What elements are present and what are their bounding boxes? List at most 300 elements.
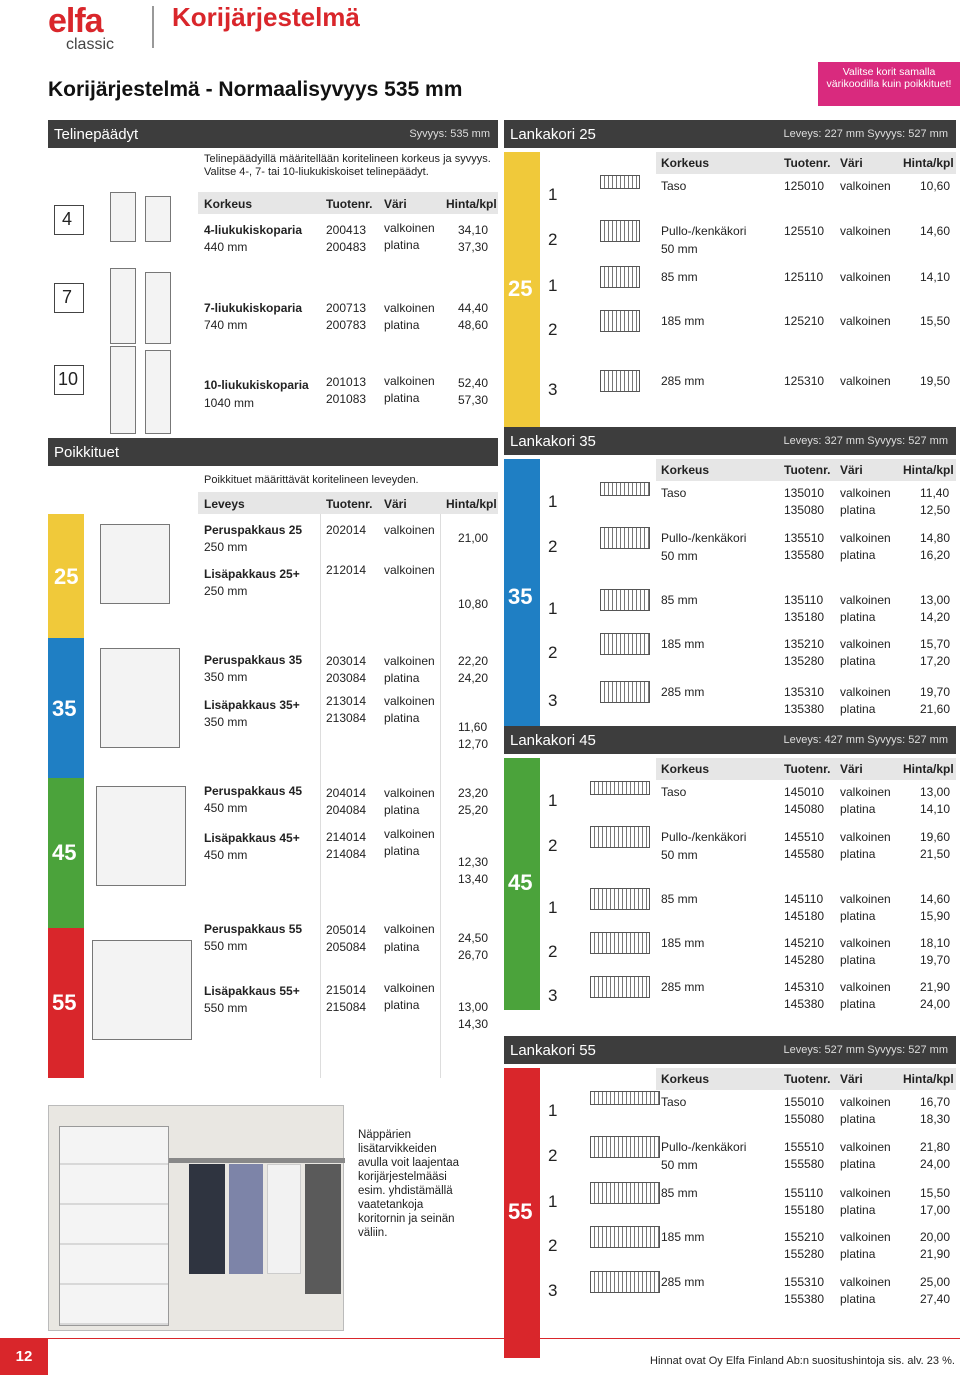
row-nr: 135210 xyxy=(784,637,825,651)
row-name: Peruspakkaus 45 xyxy=(204,784,303,798)
row-price: 24,00 xyxy=(920,997,951,1011)
col-vari: Väri xyxy=(840,762,863,776)
row-color: platina xyxy=(840,610,876,624)
row-color: valkoinen xyxy=(384,374,435,388)
wire-basket-image xyxy=(600,482,650,496)
row-nr: 125510 xyxy=(784,224,825,238)
row-color: valkoinen xyxy=(840,593,891,607)
slot-number: 2 xyxy=(548,537,558,556)
row-nr: 201013 xyxy=(326,375,367,389)
closet-photo xyxy=(48,1105,344,1331)
col-vari: Väri xyxy=(840,156,863,170)
row-nr: 145010 xyxy=(784,785,825,799)
wire-basket-image xyxy=(600,175,640,189)
row-name: 185 mm xyxy=(661,637,705,651)
wire-basket-image xyxy=(600,527,650,549)
slot-number: 1 xyxy=(548,492,558,511)
wire-basket-image xyxy=(600,266,640,288)
slot-number: 1 xyxy=(548,276,558,295)
wire-basket-image xyxy=(590,1271,660,1293)
row-color: valkoinen xyxy=(840,785,891,799)
row-color: platina xyxy=(840,1157,876,1171)
row-price: 26,70 xyxy=(458,948,489,962)
jacket-image xyxy=(189,1164,225,1274)
row-color: platina xyxy=(840,997,876,1011)
row-color: valkoinen xyxy=(840,830,891,844)
slot-number: 2 xyxy=(548,1236,558,1255)
row-price: 15,50 xyxy=(920,314,951,328)
wire-basket-image xyxy=(600,220,640,242)
row-price: 24,00 xyxy=(920,1157,951,1171)
strip-label: 45 xyxy=(508,870,533,895)
row-name: Taso xyxy=(661,486,687,500)
crossbar-image xyxy=(96,786,186,886)
row-width: 450 mm xyxy=(204,848,248,862)
row-width: 550 mm xyxy=(204,939,248,953)
row-price: 37,30 xyxy=(458,240,489,254)
column-divider xyxy=(440,514,441,1078)
row-price: 14,60 xyxy=(920,224,951,238)
col-hinta: Hinta/kpl xyxy=(903,463,954,477)
lankakori-header xyxy=(504,726,956,754)
row-sub: 50 mm xyxy=(661,848,698,862)
col-hinta: Hinta/kpl xyxy=(446,197,497,211)
row-price: 21,00 xyxy=(458,531,489,545)
row-nr: 145180 xyxy=(784,909,825,923)
section-title: Telinepäädyt xyxy=(54,126,139,143)
row-name: 285 mm xyxy=(661,1275,705,1289)
row-nr: 145080 xyxy=(784,802,825,816)
col-leveys: Leveys xyxy=(204,497,245,511)
row-color: valkoinen xyxy=(840,224,891,238)
row-color: valkoinen xyxy=(840,1140,891,1154)
telinepaadyt-header xyxy=(48,120,498,148)
col-hinta: Hinta/kpl xyxy=(903,762,954,776)
row-nr: 155380 xyxy=(784,1292,825,1306)
row-nr: 145210 xyxy=(784,936,825,950)
lankakori-header xyxy=(504,120,956,148)
row-color: platina xyxy=(840,654,876,668)
row-name: Peruspakkaus 35 xyxy=(204,653,303,667)
row-nr: 145110 xyxy=(784,892,824,906)
row-price: 21,60 xyxy=(920,702,951,716)
row-nr: 200483 xyxy=(326,240,367,254)
row-color: valkoinen xyxy=(840,1275,891,1289)
row-nr: 145310 xyxy=(784,980,825,994)
row-price: 25,20 xyxy=(458,803,489,817)
slot-number: 1 xyxy=(548,1192,558,1211)
slot-number: 2 xyxy=(548,942,558,961)
crossbar-image xyxy=(100,648,180,748)
slot-number: 1 xyxy=(548,599,558,618)
wire-basket-image xyxy=(600,589,650,611)
row-price: 12,50 xyxy=(920,503,951,517)
slot-number: 3 xyxy=(548,1281,558,1300)
slot-number: 3 xyxy=(548,986,558,1005)
strip-label: 55 xyxy=(508,1199,533,1224)
row-name: Lisäpakkaus 45+ xyxy=(204,831,300,845)
row-price: 20,00 xyxy=(920,1230,951,1244)
row-nr: 145510 xyxy=(784,830,825,844)
width-strip-35: 35 xyxy=(48,638,84,778)
row-name: 85 mm xyxy=(661,1186,698,1200)
wire-basket-image xyxy=(590,826,650,848)
row-price: 18,10 xyxy=(920,936,951,950)
row-height: 440 mm xyxy=(204,240,248,254)
row-name: Lisäpakkaus 25+ xyxy=(204,567,300,581)
row-nr: 135280 xyxy=(784,654,825,668)
row-color: valkoinen xyxy=(384,563,435,577)
row-nr: 203084 xyxy=(326,671,367,685)
hanging-rod-image xyxy=(169,1158,345,1163)
telinepaadyt-desc xyxy=(204,153,494,179)
row-nr: 125110 xyxy=(784,270,824,284)
rack-end-image xyxy=(110,268,136,344)
wire-basket-image xyxy=(590,1136,660,1158)
col-hinta: Hinta/kpl xyxy=(903,1072,954,1086)
rack-end-image xyxy=(110,346,136,434)
col-korkeus: Korkeus xyxy=(661,1072,710,1086)
row-price: 44,40 xyxy=(458,301,489,315)
size-text: Leveys: 227 mm Syvyys: 527 mm xyxy=(783,128,948,140)
page-number: 12 xyxy=(0,1338,48,1375)
row-color: platina xyxy=(840,847,876,861)
row-name: Taso xyxy=(661,785,687,799)
poikkituet-header xyxy=(48,438,498,466)
row-name: Pullo-/kenkäkori xyxy=(661,830,747,844)
row-color: valkoinen xyxy=(840,892,891,906)
row-nr: 202014 xyxy=(326,523,367,537)
row-name: 285 mm xyxy=(661,980,705,994)
row-price: 14,80 xyxy=(920,531,951,545)
wire-basket-image xyxy=(590,781,650,795)
row-price: 19,50 xyxy=(920,374,951,388)
row-price: 18,30 xyxy=(920,1112,951,1126)
row-name: Lisäpakkaus 35+ xyxy=(204,698,300,712)
row-color: valkoinen xyxy=(384,981,435,995)
row-nr: 135380 xyxy=(784,702,825,716)
row-price: 15,50 xyxy=(920,1186,951,1200)
row-color: valkoinen xyxy=(840,531,891,545)
row-price: 19,60 xyxy=(920,830,951,844)
row-price: 11,40 xyxy=(920,486,950,500)
row-name: Pullo-/kenkäkori xyxy=(661,224,747,238)
row-nr: 200713 xyxy=(326,301,367,315)
row-name: 185 mm xyxy=(661,314,705,328)
row-price: 13,40 xyxy=(458,872,489,886)
row-color: platina xyxy=(384,711,420,725)
row-price: 19,70 xyxy=(920,953,951,967)
row-color: valkoinen xyxy=(840,637,891,651)
row-color: valkoinen xyxy=(384,301,435,315)
row-nr: 155310 xyxy=(784,1275,825,1289)
row-price: 23,20 xyxy=(458,786,489,800)
col-korkeus: Korkeus xyxy=(204,197,253,211)
wire-basket-image xyxy=(600,370,640,392)
row-color: valkoinen xyxy=(384,221,435,235)
wire-basket-image xyxy=(590,1226,660,1248)
strip-label: 25 xyxy=(508,275,533,301)
row-price: 34,10 xyxy=(458,223,489,237)
row-name: Pullo-/kenkäkori xyxy=(661,531,747,545)
row-color: platina xyxy=(384,318,420,332)
col-korkeus: Korkeus xyxy=(661,156,710,170)
row-color: platina xyxy=(384,391,420,405)
column-divider xyxy=(320,514,321,1078)
col-tuotenr: Tuotenr. xyxy=(326,197,373,211)
size-text: Leveys: 527 mm Syvyys: 527 mm xyxy=(783,1044,948,1056)
row-width: 550 mm xyxy=(204,1001,248,1015)
row-nr: 155580 xyxy=(784,1157,825,1171)
section-title: Lankakori 45 xyxy=(510,732,596,749)
section-title: Poikkituet xyxy=(54,444,120,461)
row-color: valkoinen xyxy=(840,486,891,500)
row-name: Lisäpakkaus 55+ xyxy=(204,984,300,998)
size-text: Leveys: 427 mm Syvyys: 527 mm xyxy=(783,734,948,746)
row-color: platina xyxy=(840,702,876,716)
row-width: 350 mm xyxy=(204,670,248,684)
row-name: Peruspakkaus 25 xyxy=(204,523,303,537)
row-nr: 155510 xyxy=(784,1140,825,1154)
row-color: valkoinen xyxy=(384,654,435,668)
row-price: 25,00 xyxy=(920,1275,951,1289)
brand-title: Korijärjestelmä xyxy=(172,2,360,32)
row-price: 15,70 xyxy=(920,637,951,651)
row-color: valkoinen xyxy=(384,827,435,841)
row-nr: 205084 xyxy=(326,940,367,954)
slot-number: 3 xyxy=(548,691,558,710)
photo-caption: Näppärien lisätarvikkeiden avulla voit laajentaa korijärjestelmääsi esim. yhdistämällä vaatetankoja koritornin ja seinän väliin. xyxy=(358,1129,460,1239)
row-color: valkoinen xyxy=(384,523,435,537)
row-color: valkoinen xyxy=(840,270,891,284)
section-title: Lankakori 25 xyxy=(510,126,596,143)
row-price: 16,20 xyxy=(920,548,951,562)
row-color: valkoinen xyxy=(840,685,891,699)
row-name: 85 mm xyxy=(661,270,698,284)
row-width: 450 mm xyxy=(204,801,248,815)
col-vari: Väri xyxy=(840,463,863,477)
row-color: valkoinen xyxy=(840,314,891,328)
row-height: 740 mm xyxy=(204,318,248,332)
wire-basket-image xyxy=(600,310,640,332)
row-price: 15,90 xyxy=(920,909,951,923)
col-tuotenr: Tuotenr. xyxy=(784,463,831,477)
wire-basket-image xyxy=(590,1182,660,1204)
color-notice: Valitse korit samalla värikoodilla kuin poikkituet! xyxy=(818,62,960,106)
row-name: 285 mm xyxy=(661,685,705,699)
col-tuotenr: Tuotenr. xyxy=(784,1072,831,1086)
row-sub: 50 mm xyxy=(661,1158,698,1172)
row-nr: 135110 xyxy=(784,593,824,607)
row-color: platina xyxy=(840,1247,876,1261)
row-sub: 50 mm xyxy=(661,242,698,256)
row-nr: 215084 xyxy=(326,1000,367,1014)
row-color: valkoinen xyxy=(840,179,891,193)
row-name: 185 mm xyxy=(661,1230,705,1244)
row-nr: 155180 xyxy=(784,1203,825,1217)
row-nr: 145280 xyxy=(784,953,825,967)
row-color: platina xyxy=(840,953,876,967)
width-strip-25: 25 xyxy=(48,514,84,638)
col-tuotenr: Tuotenr. xyxy=(784,762,831,776)
row-name: 10-liukukiskoparia xyxy=(204,378,309,392)
row-nr: 214014 xyxy=(326,830,367,844)
col-korkeus: Korkeus xyxy=(661,762,710,776)
slot-number: 2 xyxy=(548,320,558,339)
col-hinta: Hinta/kpl xyxy=(903,156,954,170)
wire-basket-image xyxy=(590,1091,660,1105)
row-color: platina xyxy=(840,548,876,562)
col-tuotenr: Tuotenr. xyxy=(326,497,373,511)
row-name: 4-liukukiskoparia xyxy=(204,223,303,237)
row-nr: 200783 xyxy=(326,318,367,332)
row-price: 10,60 xyxy=(920,179,951,193)
row-color: platina xyxy=(384,844,420,858)
row-nr: 215014 xyxy=(326,983,367,997)
row-nr: 213014 xyxy=(326,694,367,708)
row-color: platina xyxy=(384,671,420,685)
slot-number: 1 xyxy=(548,1101,558,1120)
row-price: 13,00 xyxy=(458,1000,489,1014)
row-nr: 135010 xyxy=(784,486,825,500)
row-color: valkoinen xyxy=(384,694,435,708)
slot-number: 1 xyxy=(548,185,558,204)
row-nr: 200413 xyxy=(326,223,367,237)
row-price: 17,00 xyxy=(920,1203,951,1217)
wire-basket-image xyxy=(590,932,650,954)
slot-number: 2 xyxy=(548,1146,558,1165)
row-price: 16,70 xyxy=(920,1095,951,1109)
row-price: 17,20 xyxy=(920,654,951,668)
row-color: platina xyxy=(384,940,420,954)
logo-subtext: classic xyxy=(66,36,115,53)
row-price: 52,40 xyxy=(458,376,489,390)
row-price: 48,60 xyxy=(458,318,489,332)
row-price: 21,90 xyxy=(920,980,951,994)
row-nr: 212014 xyxy=(326,563,367,577)
row-color: platina xyxy=(840,1203,876,1217)
footer-note: Hinnat ovat Oy Elfa Finland Ab:n suositushintoja sis. alv. 23 %. xyxy=(650,1355,955,1367)
row-price: 21,80 xyxy=(920,1140,951,1154)
row-nr: 155280 xyxy=(784,1247,825,1261)
rack-end-image xyxy=(110,192,136,242)
row-price: 11,60 xyxy=(458,720,488,734)
row-nr: 201083 xyxy=(326,392,367,406)
slot-number: 3 xyxy=(548,380,558,399)
row-nr: 205014 xyxy=(326,923,367,937)
row-width: 350 mm xyxy=(204,715,248,729)
slot-number: 1 xyxy=(548,791,558,810)
row-price: 21,90 xyxy=(920,1247,951,1261)
row-nr: 125010 xyxy=(784,179,825,193)
row-nr: 155080 xyxy=(784,1112,825,1126)
row-price: 13,00 xyxy=(920,785,951,799)
row-nr: 214084 xyxy=(326,847,367,861)
section-title: Lankakori 55 xyxy=(510,1042,596,1059)
row-name: 7-liukukiskoparia xyxy=(204,301,303,315)
row-color: platina xyxy=(840,1292,876,1306)
row-color: valkoinen xyxy=(840,374,891,388)
row-color: valkoinen xyxy=(840,936,891,950)
shirt-image xyxy=(267,1164,301,1274)
trousers-image xyxy=(305,1164,341,1294)
row-name: Pullo-/kenkäkori xyxy=(661,1140,747,1154)
row-price: 27,40 xyxy=(920,1292,951,1306)
badge-number: 4 xyxy=(62,209,73,229)
row-nr: 135510 xyxy=(784,531,825,545)
row-price: 13,00 xyxy=(920,593,951,607)
row-color: valkoinen xyxy=(840,980,891,994)
col-korkeus: Korkeus xyxy=(661,463,710,477)
slot-number: 2 xyxy=(548,643,558,662)
row-color: platina xyxy=(384,998,420,1012)
row-color: valkoinen xyxy=(840,1230,891,1244)
row-nr: 155210 xyxy=(784,1230,825,1244)
badge-number: 7 xyxy=(62,287,73,307)
row-color: platina xyxy=(840,503,876,517)
row-width: 250 mm xyxy=(204,540,248,554)
divider xyxy=(152,6,154,48)
basket-tower-image xyxy=(59,1126,169,1326)
row-price: 14,10 xyxy=(920,270,951,284)
row-nr: 135310 xyxy=(784,685,825,699)
row-nr: 204014 xyxy=(326,786,367,800)
row-price: 57,30 xyxy=(458,393,489,407)
row-color: platina xyxy=(840,909,876,923)
col-hinta: Hinta/kpl xyxy=(446,497,497,511)
row-color: valkoinen xyxy=(840,1095,891,1109)
row-name: 185 mm xyxy=(661,936,705,950)
crossbar-image xyxy=(100,524,170,604)
row-price: 19,70 xyxy=(920,685,951,699)
col-tuotenr: Tuotenr. xyxy=(784,156,831,170)
row-color: platina xyxy=(840,1112,876,1126)
row-price: 12,70 xyxy=(458,737,489,751)
rack-end-image xyxy=(145,272,171,344)
section-title: Lankakori 35 xyxy=(510,433,596,450)
col-vari: Väri xyxy=(384,197,407,211)
row-nr: 135180 xyxy=(784,610,825,624)
row-price: 24,50 xyxy=(458,931,489,945)
rack-end-image xyxy=(145,196,171,242)
slot-number: 2 xyxy=(548,230,558,249)
badge-number: 10 xyxy=(58,369,79,389)
width-strip-55: 55 xyxy=(48,928,84,1078)
row-price: 12,30 xyxy=(458,855,489,869)
row-nr: 125310 xyxy=(784,374,825,388)
row-name: Peruspakkaus 55 xyxy=(204,922,303,936)
row-height: 1040 mm xyxy=(204,396,255,410)
row-color: valkoinen xyxy=(384,786,435,800)
row-name: 85 mm xyxy=(661,892,698,906)
wire-basket-image xyxy=(590,888,650,910)
row-color: valkoinen xyxy=(384,922,435,936)
row-color: platina xyxy=(384,803,420,817)
shirt-image xyxy=(229,1164,263,1274)
row-price: 10,80 xyxy=(458,597,489,611)
logo-text: elfa xyxy=(48,2,103,40)
row-name: 285 mm xyxy=(661,374,705,388)
width-strip-45: 45 xyxy=(48,778,84,928)
row-nr: 145580 xyxy=(784,847,825,861)
crossbar-image xyxy=(92,940,192,1040)
slot-number: 2 xyxy=(548,836,558,855)
row-name: Taso xyxy=(661,179,687,193)
row-sub: 50 mm xyxy=(661,549,698,563)
strip-label: 35 xyxy=(508,584,533,609)
elfa-logo xyxy=(48,2,148,53)
wire-basket-image xyxy=(600,681,650,703)
